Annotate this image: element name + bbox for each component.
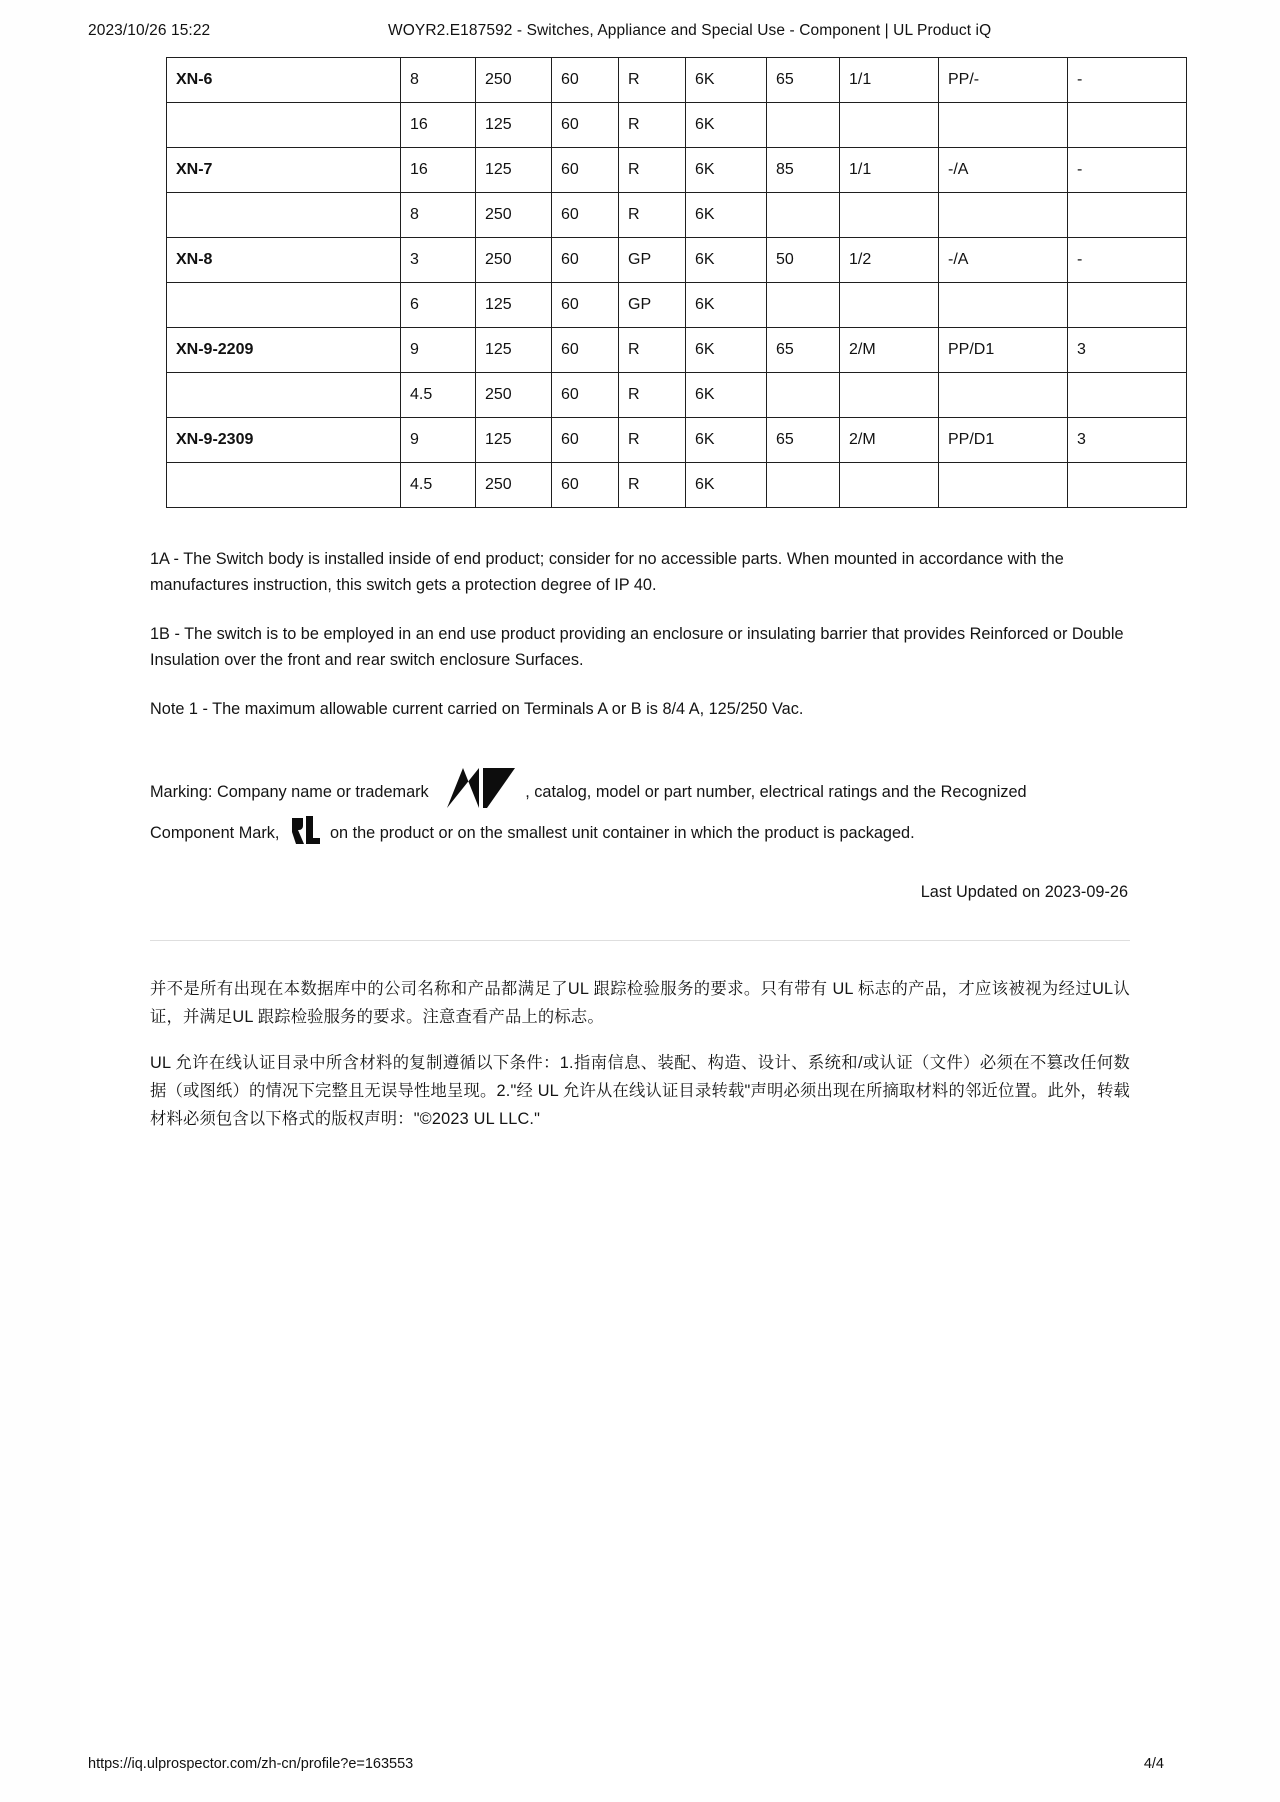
table-cell: 60: [552, 58, 619, 103]
table-cell: 60: [552, 238, 619, 283]
table-cell: 65: [767, 328, 840, 373]
table-cell: 6K: [686, 58, 767, 103]
table-cell: XN-9-2209: [167, 328, 401, 373]
table-cell: 6K: [686, 193, 767, 238]
table-cell: 9: [401, 418, 476, 463]
table-cell: R: [619, 193, 686, 238]
table-cell: 125: [476, 148, 552, 193]
table-cell: 6K: [686, 238, 767, 283]
table-cell: [767, 103, 840, 148]
table-cell: [939, 463, 1068, 508]
table-cell: -: [1068, 148, 1187, 193]
table-cell: [939, 193, 1068, 238]
table-cell: 16: [401, 148, 476, 193]
table-cell: 3: [1068, 418, 1187, 463]
marking-line-1-suffix: , catalog, model or part number, electrical ratings and the Recognized: [525, 782, 1027, 801]
table-cell: 6K: [686, 283, 767, 328]
table-cell: GP: [619, 283, 686, 328]
table-cell: 8: [401, 193, 476, 238]
table-cell: 250: [476, 463, 552, 508]
table-cell: 1/1: [840, 58, 939, 103]
table-cell: 60: [552, 148, 619, 193]
table-cell: [167, 103, 401, 148]
table-cell: 60: [552, 373, 619, 418]
document-page: [80, 0, 1200, 1802]
table-cell: 6: [401, 283, 476, 328]
table-cell: 8: [401, 58, 476, 103]
note-1: Note 1 - The maximum allowable current carried on Terminals A or B is 8/4 A, 125/250 Vac.: [150, 699, 804, 718]
table-cell: [167, 373, 401, 418]
table-cell: 250: [476, 373, 552, 418]
table-cell: [767, 463, 840, 508]
table-cell: 6K: [686, 103, 767, 148]
table-cell: [840, 193, 939, 238]
table-cell: -: [1068, 238, 1187, 283]
table-cell: 125: [476, 328, 552, 373]
marking-line-2: [150, 813, 1130, 854]
table-cell: 60: [552, 418, 619, 463]
table-cell: [939, 103, 1068, 148]
table-cell: [1068, 193, 1187, 238]
table-cell: [840, 373, 939, 418]
table-cell: [840, 283, 939, 328]
table-cell: PP/-: [939, 58, 1068, 103]
table-cell: 250: [476, 238, 552, 283]
table-cell: R: [619, 148, 686, 193]
page-header: [80, 0, 1200, 40]
legal-paragraph-1: 并不是所有出现在本数据库中的公司名称和产品都满足了UL 跟踪检验服务的要求。只有带有 UL 标志的产品，才应该被视为经过UL认证，并满足UL 跟踪检验服务的要求。注意查看产品上的标志。: [150, 980, 1130, 1027]
table-cell: R: [619, 463, 686, 508]
table-cell: 60: [552, 463, 619, 508]
table-cell: 6K: [686, 328, 767, 373]
page-footer: [80, 1756, 1200, 1772]
marking-line-1-prefix: Marking: Company name or trademark: [150, 782, 429, 801]
table-cell: [767, 193, 840, 238]
table-row: [167, 328, 1187, 373]
table-cell: [840, 103, 939, 148]
table-cell: R: [619, 418, 686, 463]
table-cell: 125: [476, 103, 552, 148]
table-cell: 6K: [686, 373, 767, 418]
marking-line-2-prefix: Component Mark,: [150, 823, 280, 842]
footer-page-number: 4/4: [1143, 1756, 1164, 1772]
table-cell: 16: [401, 103, 476, 148]
table-cell: 60: [552, 328, 619, 373]
ul-recognized-component-mark-icon: [290, 814, 324, 848]
table-cell: 250: [476, 193, 552, 238]
note-1a: 1A - The Switch body is installed inside of end product; consider for no accessible parts. When mounted in accordance with the manufactures instruction, this switch gets a protection degree of IP 40.: [150, 550, 1064, 595]
table-cell: 60: [552, 103, 619, 148]
table-cell: 3: [401, 238, 476, 283]
table-row: [167, 418, 1187, 463]
company-trademark-logo-icon: [443, 766, 519, 810]
table-cell: 125: [476, 418, 552, 463]
table-row: [167, 238, 1187, 283]
table-cell: 3: [1068, 328, 1187, 373]
table-cell: XN-8: [167, 238, 401, 283]
table-cell: 50: [767, 238, 840, 283]
table-cell: [939, 283, 1068, 328]
last-updated-text: Last Updated on 2023-09-26: [920, 883, 1128, 902]
table-cell: 6K: [686, 418, 767, 463]
marking-line-2-suffix: on the product or on the smallest unit container in which the product is packaged.: [329, 823, 915, 842]
table-cell: GP: [619, 238, 686, 283]
table-cell: 6K: [686, 148, 767, 193]
ratings-table: [166, 57, 1187, 508]
table-cell: 60: [552, 283, 619, 328]
table-cell: 1/2: [840, 238, 939, 283]
table-cell: -/A: [939, 148, 1068, 193]
table-cell: 6K: [686, 463, 767, 508]
table-row: [167, 103, 1187, 148]
table-cell: PP/D1: [939, 328, 1068, 373]
table-cell: [167, 283, 401, 328]
header-timestamp: 2023/10/26 15:22: [88, 22, 211, 39]
table-cell: 250: [476, 58, 552, 103]
table-row: [167, 283, 1187, 328]
table-cell: [1068, 463, 1187, 508]
ratings-table-body: [167, 58, 1187, 508]
table-cell: [939, 373, 1068, 418]
table-cell: [1068, 283, 1187, 328]
table-cell: 4.5: [401, 373, 476, 418]
table-cell: 125: [476, 283, 552, 328]
table-cell: -/A: [939, 238, 1068, 283]
table-cell: PP/D1: [939, 418, 1068, 463]
note-1b: 1B - The switch is to be employed in an end use product providing an enclosure or insulating barrier that provides Reinforced or Double Insulation over the front and rear switch enclosure Surfaces.: [150, 624, 1124, 670]
table-cell: 65: [767, 418, 840, 463]
legal-notice-cn: [80, 975, 1200, 1133]
table-cell: 1/1: [840, 148, 939, 193]
table-cell: XN-6: [167, 58, 401, 103]
table-cell: 4.5: [401, 463, 476, 508]
table-cell: [1068, 373, 1187, 418]
table-cell: R: [619, 103, 686, 148]
marking-section: [80, 766, 1200, 853]
table-cell: 60: [552, 193, 619, 238]
table-row: [167, 58, 1187, 103]
table-cell: [167, 463, 401, 508]
footer-url[interactable]: https://iq.ulprospector.com/zh-cn/profile?e=163553: [88, 1756, 414, 1772]
table-cell: R: [619, 328, 686, 373]
table-cell: R: [619, 373, 686, 418]
marking-line-1: [150, 766, 1130, 813]
table-cell: 2/M: [840, 418, 939, 463]
header-document-title: WOYR2.E187592 - Switches, Appliance and Special Use - Component | UL Product iQ: [388, 22, 992, 39]
table-cell: 2/M: [840, 328, 939, 373]
table-row: [167, 463, 1187, 508]
table-cell: R: [619, 58, 686, 103]
table-cell: 9: [401, 328, 476, 373]
table-row: [167, 193, 1187, 238]
table-cell: [840, 463, 939, 508]
table-cell: [767, 283, 840, 328]
table-cell: 65: [767, 58, 840, 103]
table-cell: 85: [767, 148, 840, 193]
section-divider: [150, 940, 1130, 941]
table-cell: -: [1068, 58, 1187, 103]
table-row: [167, 373, 1187, 418]
legal-paragraph-2: UL 允许在线认证目录中所含材料的复制遵循以下条件：1.指南信息、装配、构造、设计、系统和/或认证（文件）必须在不篡改任何数据（或图纸）的情况下完整且无误导性地呈现。2."经 UL 允许从在线认证目录转载"声明必须出现在所摘取材料的邻近位置。此外，转载材料必须包含以下格式的版权声明："©2023 UL LLC.": [150, 1054, 1130, 1129]
table-cell: [767, 373, 840, 418]
table-cell: XN-7: [167, 148, 401, 193]
table-cell: [1068, 103, 1187, 148]
table-cell: [167, 193, 401, 238]
table-row: [167, 148, 1187, 193]
table-cell: XN-9-2309: [167, 418, 401, 463]
